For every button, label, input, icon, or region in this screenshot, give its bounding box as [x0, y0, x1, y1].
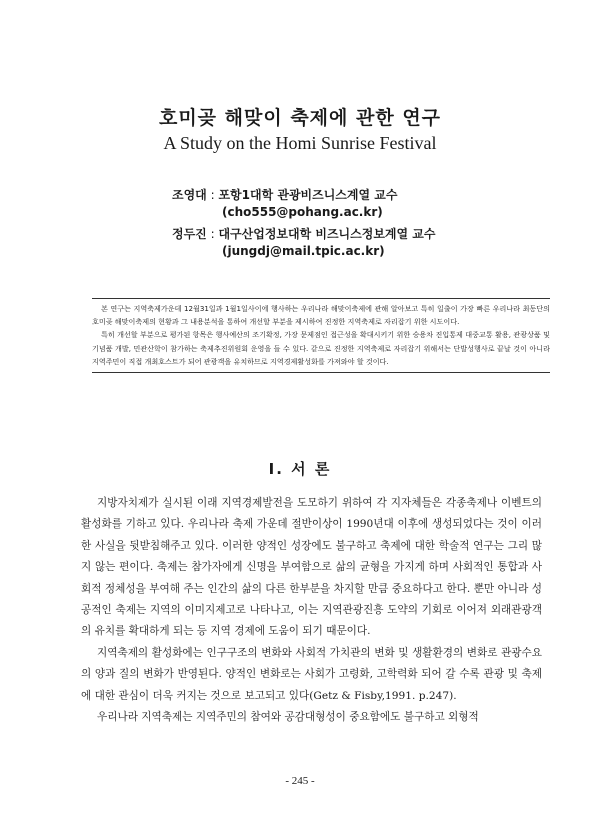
author-block	[172, 186, 435, 264]
author-separator: :	[206, 188, 219, 202]
author-separator: :	[206, 227, 219, 241]
paper-title-english: A Study on the Homi Sunrise Festival	[163, 133, 437, 153]
page-number: - 245 -	[285, 775, 315, 787]
abstract-paragraph: 본 연구는 지역축제가운데 12월31일과 1월1일사이에 행사하는 우리나라 해맞이축제에 관해 알아보고 특히 일출이 가장 빠른 우리나라 최동단의 호미곶 해맞이축제의 현황과 그 내용분석을 통하여 개선할 부분을 제시하여 진정한 지역축제로 자리잡기 위한 시도이다.	[92, 304, 550, 327]
author-line	[172, 225, 435, 244]
author-email: (cho555@pohang.ac.kr)	[222, 205, 383, 219]
paper-title-korean: 호미곶 해맞이 축제에 관한 연구	[158, 107, 442, 129]
author-name: 정두진	[172, 227, 207, 241]
abstract-box	[92, 298, 550, 373]
body-paragraph: 지방자치제가 실시된 이래 지역경제발전을 도모하기 위하여 각 지자체들은 각종축제나 이벤트의 활성화를 기하고 있다. 우리나라 축제 가운데 절반이상이 1990년대 이후에 생성되었다는 것이 이러한 사실을 뒷받침해주고 있다. 이러한 양적인 성장에도 불구하고 축제에 대한 학술적 연구는 그리 많지 않는 편이다. 축제는 참가자에게 신명을 부여함으로 삶의 균형을 가지게 하며 사회적인 통합과 사회적 정체성을 부여해 주는 인간의 삶의 다른 한부분을 차지할 만큼 중요하다고 한다. 뿐만 아니라 성공적인 축제는 지역의 이미지제고로 나타나고, 이는 지역관광진흥 도약의 기회로 이어져 외래관광객의 유치를 확대하게 되는 등 지역 경제에 도움이 되기 때문이다.	[81, 497, 542, 638]
body-paragraph: 지역축제의 활성화에는 인구구조의 변화와 사회적 가치관의 변화 및 생활환경의 변화로 관광수요의 양과 질의 변화가 반영된다. 양적인 변화로는 사회가 고령화, 고학력화 되어 갈 수록 관광 및 축제에 대한 관심이 더욱 커지는 것으로 보고되고 있다(Getz & Fisby,1991. p.247).	[81, 646, 542, 702]
author-line	[172, 186, 435, 205]
author-affiliation: 포항1대학 관광비즈니스계열 교수	[218, 188, 398, 202]
author-name: 조영대	[172, 188, 207, 202]
author-affiliation: 대구산업정보대학 비즈니스정보계열 교수	[218, 227, 436, 241]
author-email: (jungdj@mail.tpic.ac.kr)	[222, 244, 385, 258]
body-text	[81, 493, 542, 728]
abstract-paragraph: 특히 개선할 부분으로 평가된 항목은 행사예산의 조기확정, 가장 문제점인 접근성을 확대시키기 위한 승용차 진입통제 대중교통 활용, 관광상품 및 기념품 개발, 민관산학이 참가하는 축제추진위원회 운영을 들 수 있다. 같으로 진정한 지역축제로 자리잡기 위해서는 단발성행사로 끝날 것이 아니라 지역주민이 직접 개최호스트가 되어 관광객을 유치하므로 지역경제활성화를 가져와야 할 것이다.	[92, 330, 550, 366]
section-heading: Ⅰ. 서 론	[268, 460, 332, 478]
body-paragraph: 우리나라 지역축제는 지역주민의 참여와 공감대형성이 중요함에도 불구하고 외형적	[97, 711, 479, 724]
